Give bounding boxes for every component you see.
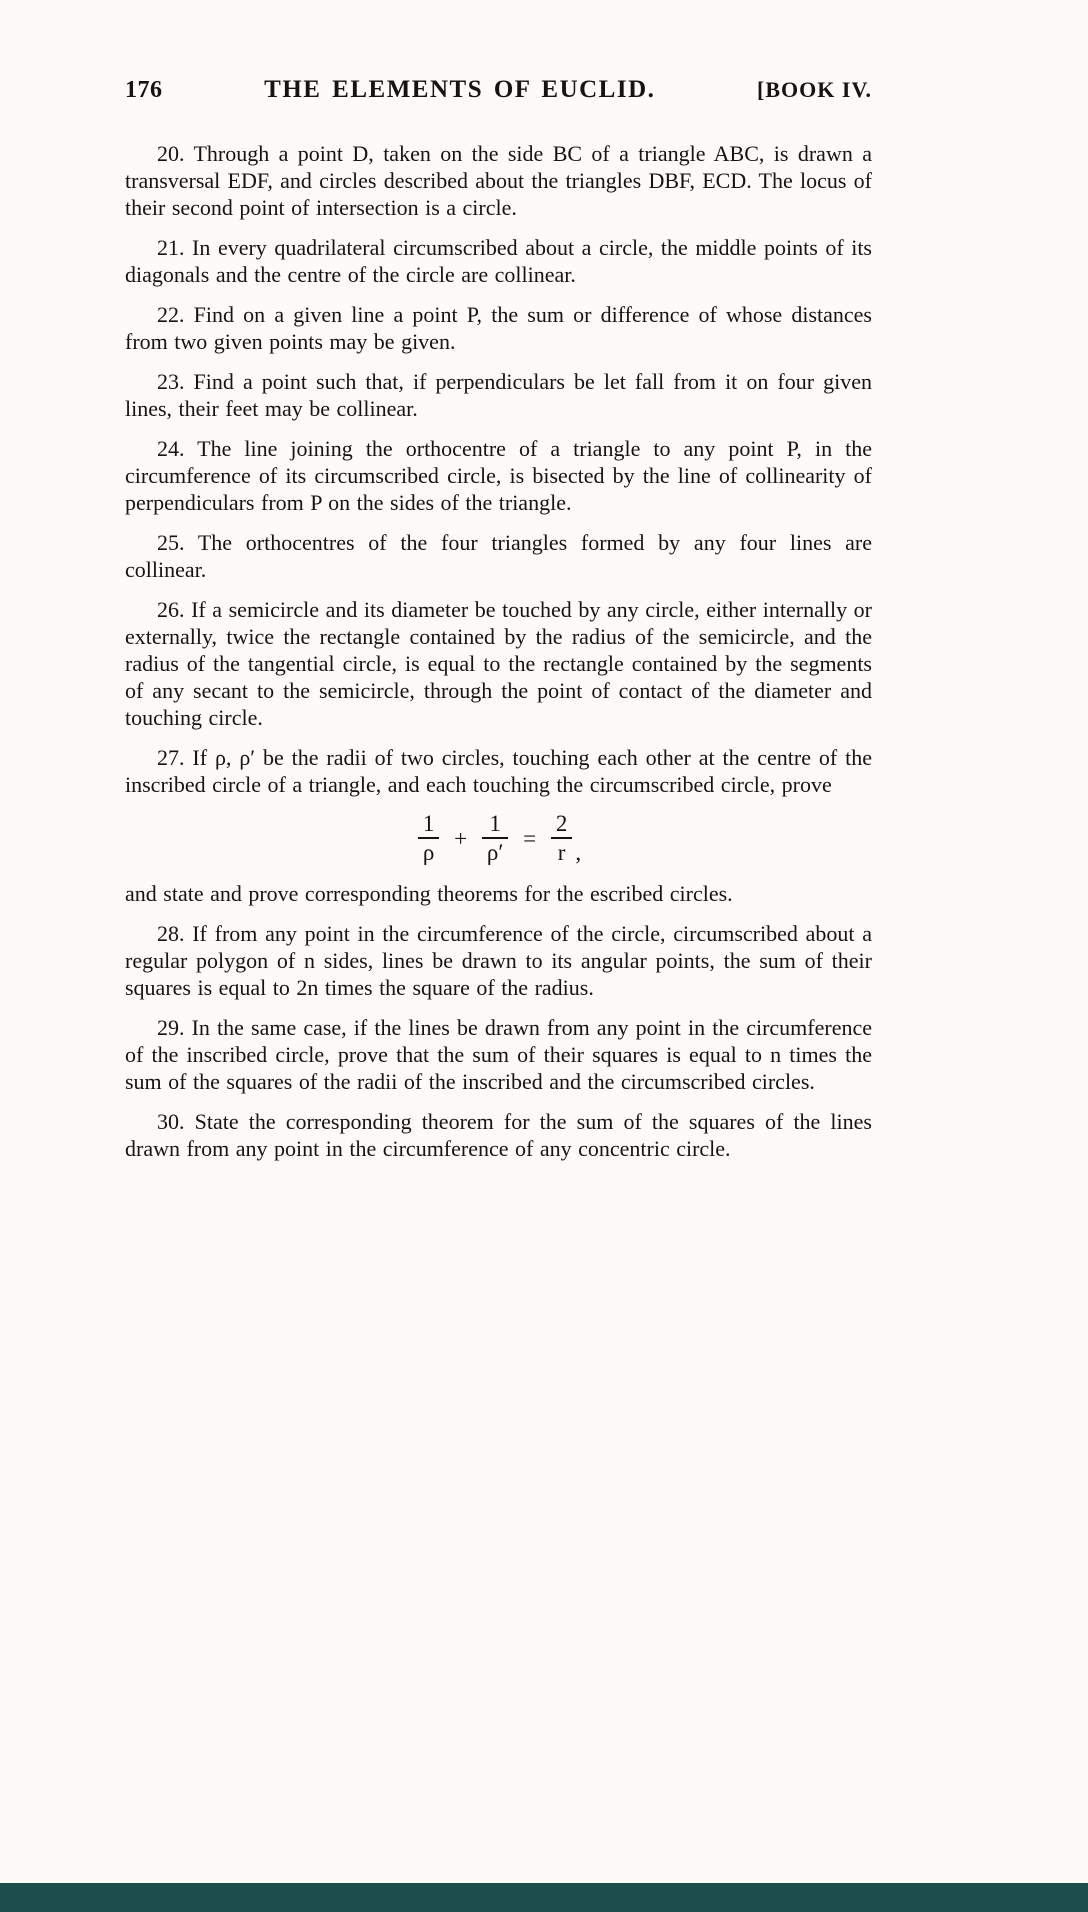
denominator: r [557,840,566,866]
radii-formula [125,811,872,866]
denominator: ρ′ [486,840,504,866]
exercise-21: 21. In every quadrilateral circumscribed about a circle, the middle points of its diagonals and the centre of the circle are collinear. [125,235,872,287]
exercise-28: 28. If from any point in the circumference of the circle, circumscribed about a regular polygon of n sides, lines be drawn to its angular points, the sum of their squares is equal to 2n times the square of the radius. [125,920,872,1000]
exercise-25: 25. The orthocentres of the four triangles formed by any four lines are collinear. [125,530,872,582]
page-content [125,140,872,1162]
equals-sign: = [523,825,537,851]
exercise-23: 23. Find a point such that, if perpendiculars be let fall from it on four given lines, their feet may be collinear. [125,369,872,421]
exercise-22: 22. Find on a given line a point P, the sum or difference of whose distances from two given points may be given. [125,302,872,354]
fraction-one-over-rho-prime [482,811,509,866]
numerator: 1 [418,811,440,839]
numerator: 2 [551,811,573,839]
exercise-24: 24. The line joining the orthocentre of a triangle to any point P, in the circumference of its circumscribed circle, is bisected by the line of collinearity of perpendiculars from P on the sides of the triangle. [125,436,872,515]
plus-operator: + [454,825,468,851]
page-title: THE ELEMENTS OF EUCLID. [264,76,656,103]
denominator: ρ [422,840,435,866]
trailing-comma: , [575,839,582,865]
footer-bar [0,1883,1088,1912]
exercise-26: 26. If a semicircle and its diameter be touched by any circle, either internally or externally, twice the rectangle contained by the radius of the semicircle, and the radius of the tangential circle, is equal to the rectangle contained by the segments of any secant to the semicircle, through the point of contact of the diameter and touching circle. [125,597,872,730]
numerator: 1 [482,811,509,839]
exercise-29: 29. In the same case, if the lines be drawn from any point in the circumference of the inscribed circle, prove that the sum of their squares is equal to n times the sum of the squares of the radii of the inscribed and the circumscribed circles. [125,1014,872,1094]
exercise-27: 27. If ρ, ρ′ be the radii of two circles, touching each other at the centre of the inscribed circle of a triangle, and each touching the circumscribed circle, prove [125,745,872,797]
page-number: 176 [125,77,163,103]
page-header [0,0,1088,104]
fraction-one-over-rho [418,811,440,866]
exercise-27-continuation: and state and prove corresponding theorems for the escribed circles. [125,880,733,906]
book-reference: [BOOK IV. [757,77,872,102]
exercise-30: 30. State the corresponding theorem for the sum of the squares of the lines drawn from any point in the circumference of any concentric circle. [125,1108,872,1161]
fraction-two-over-r [551,811,573,866]
exercise-20: 20. Through a point D, taken on the side BC of a triangle ABC, is drawn a transversal EDF, and circles described about the triangles DBF, ECD. The locus of their second point of intersection is a circle. [125,141,872,220]
